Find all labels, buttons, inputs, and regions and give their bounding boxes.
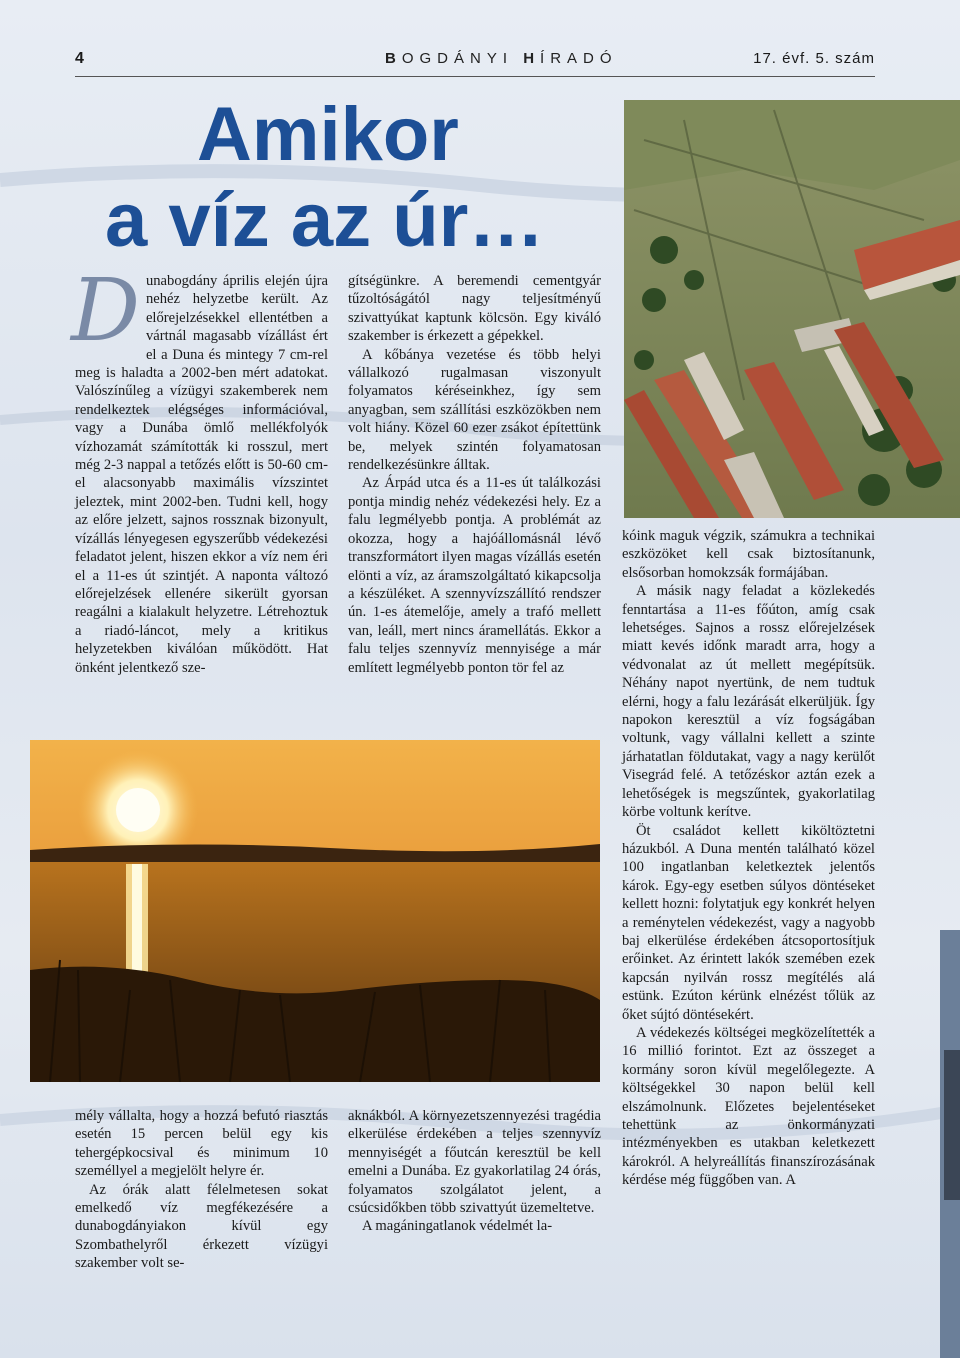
drop-cap: D <box>71 261 140 361</box>
column-1-bottom <box>75 1107 328 1273</box>
col3-paragraph-3: Öt családot kellett kiköltöztetni házukból. A Duna mentén található közel 100 ingatlanban keletkeztek jelentős károk. Egy-egy esetben súlyos döntéseket kellett hozni: folytatjuk egy konkrét helyen a reménytelen védekezést, vagy a nagyobb baj elkerülése érdekében átcsoportosítjuk erőinket. Az érintett lakók szemében ezek kapcsán nyilván rossz megítélés alá estünk. Ezúton kérünk elnézést tőlük az őket sújtó döntésekért. <box>622 822 875 1023</box>
column-1-top <box>71 261 328 677</box>
col3-paragraph-1: kóink maguk végzik, számukra a technikai eszközöket kell csak biztosítanunk, elsősorban homokzsák formájában. <box>622 528 875 581</box>
flood-aerial-photo <box>624 100 960 518</box>
sunset-river-photo <box>30 740 600 1082</box>
masthead: BOGDÁNYI HÍRADÓ <box>385 50 618 67</box>
col1-bottom-paragraph-1: mély vállalta, hogy a hozzá befutó riasztás esetén 15 percen belül egy kis tehergépkocsival és minimum 10 személlyel a megjelölt helyre ér. <box>75 1108 328 1180</box>
column-3 <box>622 527 875 1190</box>
col2-bottom-paragraph-1: aknákból. A környezetszennyezési tragédia elkerülése érdekében a teljes szennyvíz mennyiségét a főutcán keresztül be kell emelni a Dunába. Ez gyakorlatilag 24 órás, folyamatos szolgálatot jelent, a csúcsidőkben több szivattyút üzemeltetve. <box>348 1108 601 1217</box>
col2-paragraph-3: Az Árpád utca és a 11-es út találkozási pontja mindig nehéz védekezési hely. Ez a falu legmélyebb pontja. A problémát az okozza, hogy a hajóállomásnál lévő transzformátort ilyen magas vízállás esetén elönti a víz, az áramszolgáltató kikapcsolja a készüléket. A szennyvízszállító rendszer ún. 1-es átemelője, amely a trafó mellett van, leáll, mert nincs áramellátás. Ekkor a falu teljes szennyvíz mennyisége a már említett legmélyebb ponton tör fel az <box>348 475 601 676</box>
page-header <box>75 50 875 72</box>
column-2-top <box>348 272 601 677</box>
issue-label: 17. évf. 5. szám <box>753 50 875 67</box>
title-line-1: Amikor <box>197 92 459 177</box>
col3-paragraph-4: A védekezés költségei megközelítették a 16 millió forintot. Ezt az összeget a kormány soron kívül megelőlegezte. A költségekkel 30 napon belül kell elszámolnunk. Előzetes bejelentéseket tehettünk az önkormányzati intézményekben es utakban keletkezett károkról. A helyreállítás finanszírozásának kérdése még függőben van. A <box>622 1024 875 1189</box>
header-rule <box>75 76 875 77</box>
article-title <box>105 92 544 264</box>
col1-paragraph-1: unabogdány április elején újra nehéz helyzetbe került. Az előrejelzésekkel ellentétben a vártnál magasabb vízállást ért el a Duna és mintegy 7 cm-rel meg is haladta a 2002-ben mért adatokat. Valószínűleg a vízügyi szakemberek nem rendelkeztek elégséges információval, vagy a Dunába ömlő mellékfolyók vízhozamát számították ki rosszul, mert még 2-3 nappal a tetőzés előtt is 50-60 cm-el alacsonyabb maximális vízszintet jeleztek, mint 2002-ben. Tudni kell, hogy az előre jelzett, sajnos rossznak bizonyult, vízállás lényegesen egyszerűbb védekezési feladatot jelent, hiszen ekkor a víz nem éri el a 11-es út szintjét. A naponta változó előrejelzések ellenére sikerült gyorsan reagálni a kialakult helyzetre. Létrehoztuk a riadó-láncot, mely a kritikus helyzetekben kiválóan működött. Hat önként jelentkező sze- <box>75 273 328 676</box>
page-number: 4 <box>75 50 84 67</box>
title-line-2: a víz az úr… <box>105 178 545 263</box>
col2-bottom-paragraph-2: A magáningatlanok védelmét la- <box>362 1218 553 1235</box>
col2-paragraph-2: A kőbánya vezetése és több helyi vállalkozó rugalmasan viszonyult folyamatos kéréseinkhez, így sem anyagban, sem szállítási eszközökben nem volt hiány. Közel 60 ezer zsákot építettünk be, melyek szintén folyamatosan rendelkezésünkre álltak. <box>348 346 601 474</box>
col3-paragraph-2: A másik nagy feladat a közlekedés fenntartása a 11-es főúton, amíg csak lehetséges. Sajnos a rossz előrejelzések miatt kevés időnk maradt arra, hogy a védvonalat az út mellett megépítsük. Néhány napot nyertünk, de nem tudtuk elérni, hogy a falu lezárását elkerüljük. Így napokon keresztül a víz fogságában voltunk, vagy vállalni kellett a szinte járhatatlan földutakat, vagy a nagy kerülőt Visegrád felé. A tetőzéskor aztán ezek a lehetőségek is megszűntek, gyakorlatilag körbe voltunk kerítve. <box>622 583 875 821</box>
col2-paragraph-1: gítségünkre. A beremendi cementgyár tűzoltóságától nagy teljesítményű szivattyúkat kaptunk kölcsön. Egy kiváló szakember is érkezett a gépekkel. <box>348 273 601 345</box>
col1-bottom-paragraph-2: Az órák alatt félelmetesen sokat emelkedő víz megfékezésére a dunabogdányiakon kívül egy Szombathelyről érkezett vízügyi szakember volt se- <box>75 1181 328 1272</box>
column-2-bottom <box>348 1107 601 1236</box>
